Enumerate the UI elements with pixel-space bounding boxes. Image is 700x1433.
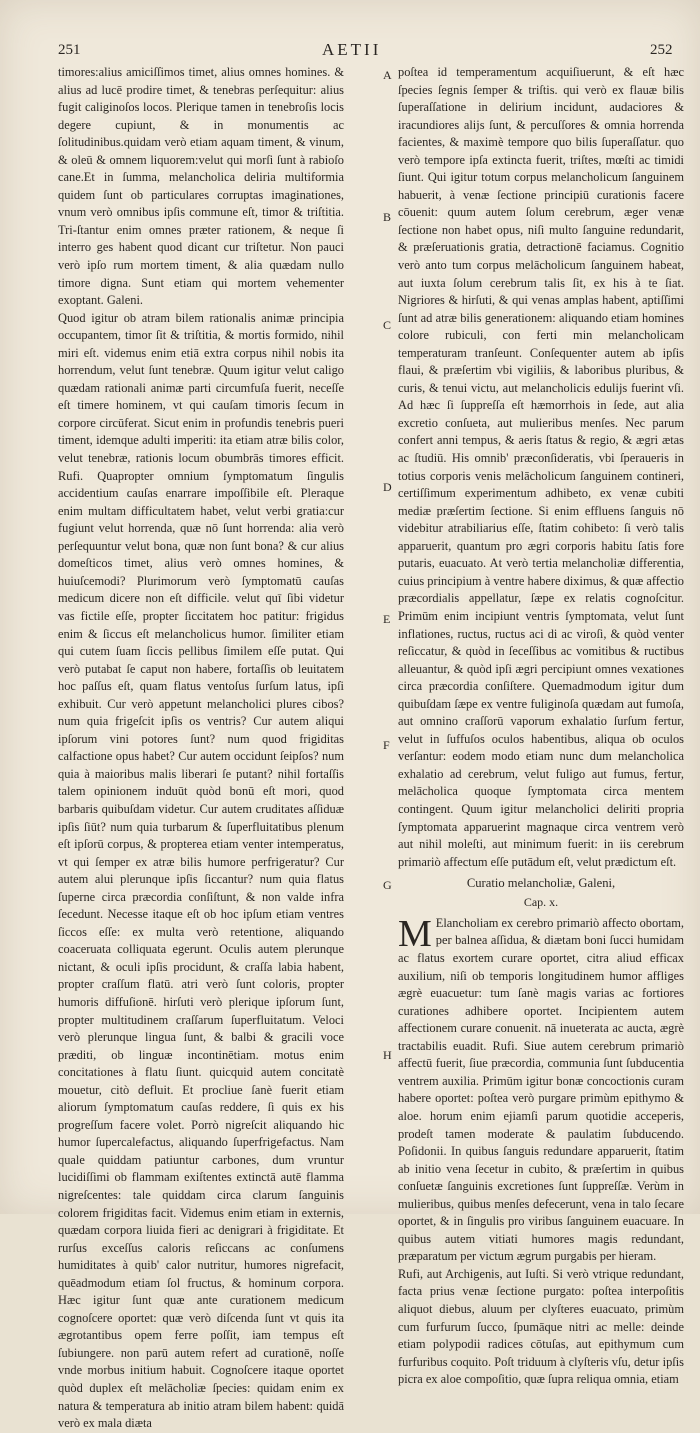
- drop-capital: M: [398, 912, 432, 955]
- running-title: AETII: [322, 40, 382, 59]
- margin-letter-h: H: [383, 1048, 392, 1062]
- margin-letter-e: E: [383, 612, 391, 626]
- left-text-column: [58, 64, 344, 1431]
- section-heading: Curatio melancholiæ, Galeni,: [466, 876, 616, 891]
- left-paragraph-2: Quod igitur ob atram bilem rationalis animæ principia occupantem, timor ſit & triſtitia, & mortis formido, nihil miri eſt. videmus enim etiā extra corpus nihil nobis ita horrendum, velut ſunt tenebræ. Quum igitur velut caligo quædam rationali animæ parti circumfuſa fuerit, neceſſe eſt timere hominem, vt qui cauſam timoris ſecum in corpore circūferat. Sicut enim in profundis tenebris pueri timent, idemque adulti imperiti: ita etiam atræ bilis color, velut tenebræ, rationis locum obumbrās timores efficit. Rufi. Quapropter omnium ſymptomatum ſingulis accidentium cauſas enarrare impoſſibile eſt. Pleraque enim multam difficultatem habet, velut verbi gratia:cur fugiunt velut horrenda, quæ nō ſunt horrenda: alia verò perſequuntur velut bona, quæ non ſunt bona? & cur alius domeſticos timet, alius verò omnes homines, & huiuſcemodi? Plurimorum verò ſymptomatū cauſas medicum dicere non eſt difficile. velut quī ſibi videtur vas fictile eſſe, propter ſiccitatem hoc patitur: frigidus enim & ſiccus eſt melancholicus humor. ſimiliter etiam qui cutem ſuam ſiccis pellibus ſimilem eſſe putat. Qui verò putabat ſe caput non habere, fortaſſis ob leuitatem hoc paſſus eſt, quam flatus ventoſus ſurſum latus, ipſi exhibuit. Cur verò appetunt melancholici plures cibos? num quia frigeſcit ipſis os ventris? Cur autem aliqui ipſorum vini potores ſunt? num quod frigiditas calfactione opus habet? Cur autem occidunt ſeipſos? num quia à maioribus malis liberari ſe putant? nihil fortaſſis talem opinionem induūt quòd bonū eſt mori, quod barbaris quibuſdam videtur. Cur autem cruditates aſſiduæ ipſis ſiūt? num quia turbarum & ſuperfluitatibus plenum eſt ipſorū corpus, & propterea etiam venter intemperatus, vt qui ſemper ex atræ bilis humore perfrigeratur? Cur autem alui plerunque ipſis ſiccantur? num quia flatus ſuperne circa præcordia conſiſtunt, & non valde infra ſecedunt. Necesse itaque eſt ob hoc ipſum etiam ventres ſiccos eſſe: ex multa verò retentione, aliquando coaceruata colliquata egerunt. Oculis autem plerunque nictant, & oculi ipſis procidunt, & craſſa labia habent, propter craſſum flatū. atri verò ſunt coloris, propter humoris diffuſionē. hirſuti verò plerique ipſorum ſunt, propter multitudinem craſſarum ſuperfluitatum. Veloci verò plerunque lingua ſunt, & balbi & gracili voce præditi, ob linguæ incontinētiam. motus enim concitationes à flatu ſiunt. quicquid autem concitatè mouetur, citò defluit. Et procliue ſanè fuerit etiam aliorum ſymptomatum cauſas reddere, ſi quis ex his progreſſum facere volet. Porrò nigreſcit aliquando hic humor ſupercalefactus, aliquando ſuperfrigefactus. Nam quale quiddam patiuntur carbones, dum vruntur lucidiſſimi ob flammam exiſtentes extinctā autē flamma nigreſcentes: tale quiddam circa clarum ſanguinis colorem frigiditas facit. Videmus enim etiam in externis, quædam corpora liuida fieri ac denigrari à frigiditate. Et rurſus exceſſus caloris reſiccans ac conſumens humiditates à quib' calor nutritur, humores nigrefacit, quēadmodum etiam ſol fructus, & hominum corpora. Hæc igitur ſunt quæ ante curationem medicum cognoſcere oportet: quæ verò diſcenda ſunt vt quis ita ægrotantibus opem ferre poſſit, iam tempus eſt ſubiungere. non parū autem refert ad curationē, noſſe vnde morbus initium habuit. Cognoſcere itaque oportet quòd duplex eſt melācholiæ ſpecies: quidam enim ex natura & temperatura ab initio atram bilem habent: quidā verò ex mala diæta: [58, 310, 344, 1431]
- page-number-left: 251: [58, 42, 81, 58]
- page-header: [0, 42, 700, 66]
- margin-letter-d: D: [383, 480, 392, 494]
- left-paragraph-1: timores:alius amiciſſimos timet, alius omnes homines. & alius ad lucē prodire timet, & tenebras perſequitur: alius fugit caliginoſos locos. Plerique tamen in tenebroſis locis degere cupiunt, & in monumentis ac ſolitudinibus.quidam verò etiam aquam timent, & vinum, & oleū & omnem liquorem:velut qui morſi ſunt à rabioſo cane.Et in ſumma, melancholica deliria multiformia quidem ſunt ob particulares corruptas imaginationes, vnum verò omnibus ipſis commune eſt, timor & triſtitia. Tri-ſtantur enim omnes præter rationem, & neque ſi interro ges habent quod dicant cur triſtetur. Non pauci verò ipſo rum mortem timent, & alia quædam nullo timore digna. Sunt etiam qui mortem vehementer exoptant. Galeni.: [58, 65, 344, 308]
- margin-letter-b: B: [383, 210, 392, 224]
- right-paragraph-1: poſtea id temperamentum acquiſiuerunt, & eſt hæc ſpecies ſegnis ſemper & triſtis. qui verò ex flauæ bilis ſuperaſſatione in delirium incidunt, audaciores & iracundiores alijs ſunt, & percuſſores & omnia horrenda facientes, & maximè tempore quo bilis ſuperaſſatur. quo verò tempore ipſa extincta fuerit, triſtes, mœſti ac timidi ſiunt. Qui igitur totum corpus melancholicum ſanguinem habuerit, à venæ ſectione principiū curationis facere cōuenit: quum autem ſolum cerebrum, æger venæ ſectione non habet opus, niſi multo ſanguine redundarit, & præſeruationis gratia, detractionē faciamus. Cognitio verò anto tum corpus melācholicum ſanguinem habeat, aut iuxta ſolum cerebrum talis ſit, ex his à te ſiat. Nigriores & hirſuti, & qui venas amplas habent, aptiſſimi ſunt ad atræ bilis generationem: aliquando etiam homines colore rubiculi, con ferti min melancholicam temperaturam tranſeunt. Conſequenter autem ab ipſis flaui, & præſertim vbi vigiliis, & laboribus pluribus, & curis, & tenui victu, aut melancholicis edulijs fuerint vſi. Ad hæc ſi ſuppreſſa eſt hæmorrhois in ſede, aut alia excretio conſueta, aut mulieribus menſes. Nec parum confert anni tempus, & aeris ſtatus & regio, & ægri ætas ac ſtudiū. His omnib' præconſideratis, vbi ſperaueris in totius corporis venis melācholicum ſanguinem contineri, certiſſimum experimentum adhibeto, ex venæ cubiti mediæ præſertim ſectione. Si enim effluens ſanguis nō videbitur atrabiliarius eſſe, ſtatim cohibeto: ſi verò talis apparuerit, quantum pro ægri corporis habitu ſatis fore putaris, euacuato. At verò tertia melancholiæ differentia, cuius principium à ventre habere diximus, & quæ affectio præcordialis appellatur, ſæpe ex relatis cognoſcitur. Primūm enim incipiunt ventris ſymptomata, velut ſunt inflationes, ructus, ructus aci di ac viroſi, & quòd venter reſiccatur, & quòd in ſeceſſibus ac vomitibus & ructibus alleuantur, & quòd ipſi ægri percipiunt omnes vexationes circa præcordia conſiſtere. Quemadmodum igitur dum quibuſdam ſæpe ex ventre fuliginoſa quædam aut fumoſa, aut omnino craſſorū vaporum exhalatio ſurſum fertur, velut in ſuffuſos oculos habentibus, aliqua ob oculos verſantur: eodem modo etiam nunc dum melancholica exhalatio ad cerebrum, velut fuligo aut fumus, fertur, melācholica quoque ſymptomata circa mentem contingent. Quum igitur melancholici deliriti propria ſymptomata apparuerint magnaque circa ventrem verò aut nihil moleſti, aut minimum fuerit: in iis cerebrum primariò affectum eſſe putādum eſt, velut prædictum eſt.: [398, 65, 684, 869]
- right-paragraph-2-text: Elancholiam ex cerebro primariò affecto obortam, per balnea aſſidua, & diætam boni ſucci humidam ac flatus exortem curare oportet, citra aliud efficax auxilium, niſi ob temporis longitudinem humor affliges ægrè euacuetur: tum ſanè magis varias ac fortiores curationes adhibere oportet. Incipientem autem affectionem curare conuenit. nā inueterata ac aucta, ægrè tractabilis euadit. Rufi. Siue autem cerebrum primariò affectū fuerit, ſiue præcordia, communia ſunt ſubducentia ventrem auxilia. Primūm igitur bonæ concoctionis curam habere oportet: poſtea verò purgare primùm epithymo & aloe. horum enim ejiamſi parum quotidie acceperis, prodeſt tamen moderate & paulatim ſubducendo. Poſidonii. In quibus ſanguis redundare apparuerit, ſtatim ab initio vena ſecetur in cubito, & præſertim in quibus conſuetæ ſanguinis excretiones ſunt ſuppreſſæ. Verùm in mulieribus, quibus menſes defecerunt, vena in talo ſecare oportet, & in ſingulis pro viribus ſanguinem euacuare. In quibus autem vitiati humores magis redundant, præparatum per victum ægrum purgabis per hieram.: [398, 915, 684, 1264]
- right-text-column: [398, 64, 684, 1387]
- margin-letter-a: A: [383, 68, 392, 82]
- right-paragraph-3: Rufi, aut Archigenis, aut Iuſti. Si verò vtrique redundant, facta prius venæ ſectione purgato: poſtea interpoſitis aliquot diebus, aluum per clyſteres euacuato, primùm cum furfurum ſucco, ſpumāque nitri ac melle: deinde etiam polypodii radices cōtuſas, aut epithymum cum furfuribus coquito. Poſt triduum à clyſteris vſu, detur ipſis picra ex aloe compoſitio, quæ ſupra reliqua omnia, etiam: [398, 1266, 684, 1387]
- chapter-number: Cap. x.: [523, 894, 559, 909]
- right-paragraph-2: [398, 912, 684, 1266]
- page-number-right: 252: [650, 42, 673, 58]
- margin-letter-f: F: [383, 738, 390, 752]
- margin-letter-c: C: [383, 318, 392, 332]
- margin-letter-g: G: [383, 878, 392, 892]
